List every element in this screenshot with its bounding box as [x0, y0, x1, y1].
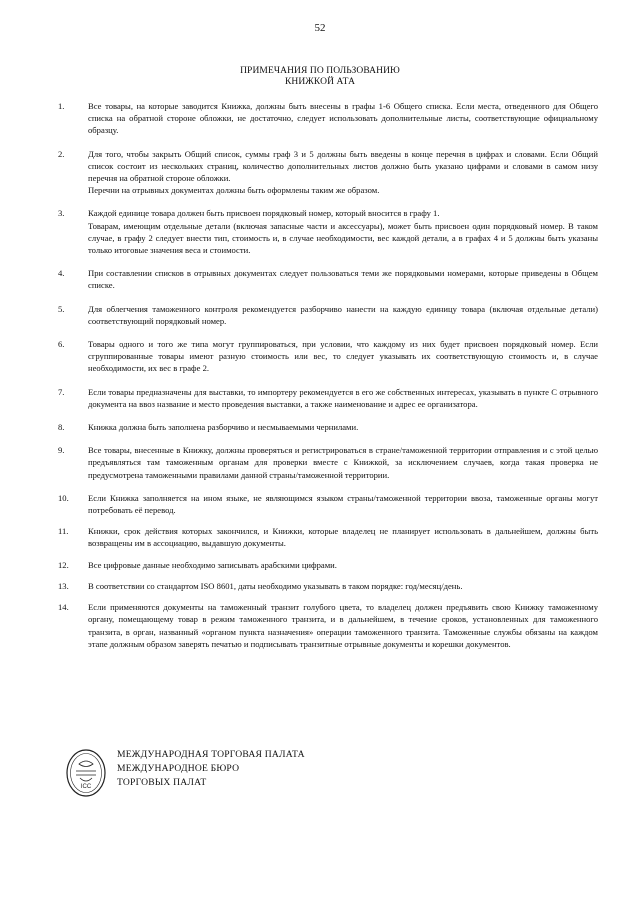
note-text: Все товары, на которые заводится Книжка, должны быть внесены в графы 1-6 Общего списка. Если места, отведенного для Общего списка на обратной стороне обложки, не достаточно, следует использовать дополнительные листы, соответствующие официальному образцу.	[88, 101, 598, 136]
note-item	[58, 303, 598, 327]
note-text: Все товары, внесенные в Книжку, должны проверяться и регистрироваться в стране/таможенной территории отправления и с этой целью предъявляться там таможенным органам для проверки вместе с Книжкой, за исключением случаев, когда такая проверка не предусмотрена таможенными правилами данной страны/таможенной территории.	[88, 445, 598, 480]
note-number: 10.	[58, 492, 69, 503]
note-item	[58, 492, 598, 516]
note-item	[58, 444, 598, 481]
title-line-1: ПРИМЕЧАНИЯ ПО ПОЛЬЗОВАНИЮ	[240, 66, 400, 76]
note-item	[58, 580, 598, 592]
note-number: 3.	[58, 208, 65, 219]
icc-seal-icon	[65, 748, 107, 798]
note-number: 14.	[58, 602, 69, 613]
note-text: Книжки, срок действия которых закончился, и Книжки, которые владелец не планирует использовать в дальнейшем, должны быть возвращены им в ассоциацию, выдавшую документы.	[88, 526, 598, 549]
note-number: 5.	[58, 303, 65, 314]
note-item	[58, 100, 598, 137]
note-item	[58, 421, 598, 433]
note-number: 11.	[58, 526, 69, 537]
note-text: Все цифровые данные необходимо записывать арабскими цифрами.	[88, 559, 337, 570]
note-item	[58, 267, 598, 291]
note-number: 9.	[58, 445, 65, 456]
org-line-3: ТОРГОВЫХ ПАЛАТ	[117, 777, 207, 788]
note-number: 4.	[58, 268, 65, 279]
org-line-1: МЕЖДУНАРОДНАЯ ТОРГОВАЯ ПАЛАТА	[117, 749, 305, 760]
organization-name	[117, 748, 305, 790]
note-text: Каждой единице товара должен быть присвоен порядковый номер, который вносится в графу 1.	[88, 208, 440, 219]
notes-list	[58, 100, 598, 660]
note-item	[58, 386, 598, 410]
note-number: 7.	[58, 386, 65, 397]
note-number: 6.	[58, 339, 65, 350]
note-text: Книжка должна быть заполнена разборчиво и несмываемыми чернилами.	[88, 422, 359, 433]
note-text: Если Книжка заполняется на ином языке, не являющимся языком страны/таможенной территории ввоза, таможенные органы могут потребовать её перевод.	[88, 492, 598, 516]
note-item	[58, 525, 598, 549]
note-text: Товарам, имеющим отдельные детали (включая запасные части и аксессуары), может быть присвоен один порядковый номер. В таком случае, в графу 2 следует внести тип, стоимость и, в случае необходимости, вес каждой детали, а в графах 4 и 5 должны быть указаны только итоговые значения веса и стоимости.	[88, 220, 598, 256]
org-line-2: МЕЖДУНАРОДНОЕ БЮРО	[117, 763, 240, 774]
note-item	[58, 148, 598, 197]
page-title	[0, 66, 640, 88]
note-number: 8.	[58, 422, 65, 433]
note-text: Если товары предназначены для выставки, то импортеру рекомендуется в его же собственных интересах, указывать в пункте С отрывного документа на ввоз название и место проведения выставки, а также наименование и адрес ее организатора.	[88, 386, 598, 409]
footer	[65, 748, 465, 808]
note-number: 1.	[58, 101, 65, 111]
page-number: 52	[314, 22, 326, 34]
note-text: В соответствии со стандартом ISO 8601, даты необходимо указывать в таком порядке: год/месяц/день.	[88, 580, 463, 591]
note-text: Если применяются документы на таможенный транзит голубого цвета, то владелец должен предъявить свою Книжку таможенному органу, помещающему товар в режим таможенного транзита, и в дальнейшем, в течение сроков, установленных для таможенного транзита, в орган, названный «органом пункта назначения» операции таможенного транзита. Таможенные службы обязаны на каждом этапе должным образом заверять печатью и подписывать транзитные отрывные документы и корешки документов.	[88, 602, 598, 649]
note-text: При составлении списков в отрывных документах следует пользоваться теми же порядковыми номерами, которые приведены в Общем списке.	[88, 268, 598, 291]
note-item	[58, 207, 598, 256]
note-text: Товары одного и того же типа могут группироваться, при условии, что каждому из них будет присвоен порядковый номер. Если сгруппированные товары имеют разную стоимость или вес, то следует указывать их соответствующую стоимость и, в случае необходимости, их вес в графе 2.	[88, 339, 598, 374]
note-number: 12.	[58, 559, 69, 570]
title-line-2: КНИЖКОЙ АТА	[284, 77, 356, 87]
note-text: Для того, чтобы закрыть Общий список, суммы граф 3 и 5 должны быть введены в конце перечня в цифрах и словами. Если Общий список состоит из нескольких страниц, количество дополнительных листов должно быть указано цифрами и словами в самом низу перечня на обратной стороне обложки.	[88, 148, 598, 184]
note-text: Для облегчения таможенного контроля рекомендуется разборчиво нанести на каждую единицу товара (включая отдельные детали) соответствующий порядковый номер.	[88, 303, 598, 326]
note-item	[58, 338, 598, 375]
note-text: Перечни на отрывных документах должны быть оформлены таким же образом.	[88, 185, 380, 196]
note-number: 2.	[58, 148, 65, 159]
note-number: 13.	[58, 580, 69, 591]
note-item	[58, 601, 598, 650]
seal-text: ICC	[80, 784, 92, 790]
note-item	[58, 559, 598, 571]
